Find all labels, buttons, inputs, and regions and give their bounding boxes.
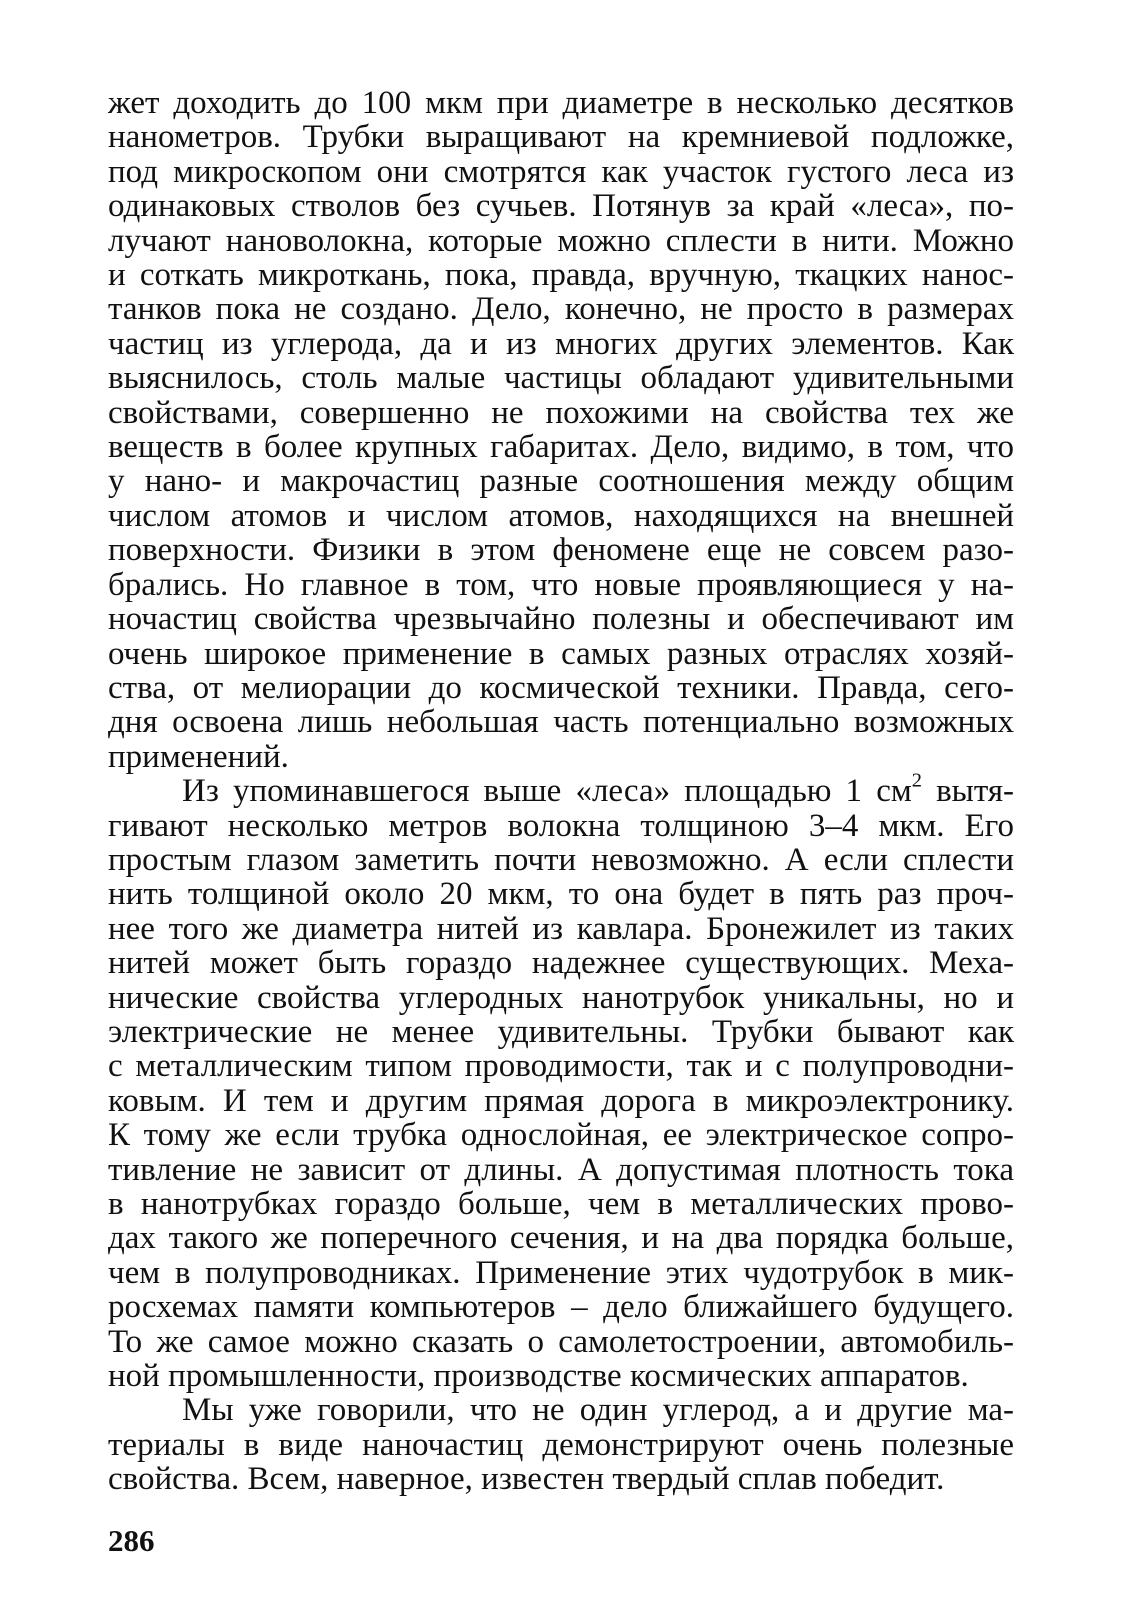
superscript: 2 [911,769,922,792]
text-line [108,843,1014,877]
text-line-content: танков пока не создано. Дело, конечно, не просто в размерах [108,291,1014,328]
text-line [108,740,1014,774]
text-line-content: выяснилось, столь малые частицы обладают удивительными [108,360,1014,397]
text-line [108,1049,1014,1083]
text-line [108,946,1014,980]
text-line [108,361,1014,395]
text-line [108,769,1014,810]
text-line-content: Из упоминавшегося выше «леса» площадью 1 см [182,773,912,810]
text-line [108,637,1014,671]
text-line [108,1256,1014,1290]
text-line-content: тивление не зависит от длины. А допустимая плотность тока [108,1151,1014,1188]
text-line-content: гивают несколько метров волокна толщиною 3–4 мкм. Его [108,807,1014,844]
paragraphs [108,86,1014,1497]
text-line [108,1153,1014,1187]
text-line-content: у нано- и макрочастиц разные соотношения между общим [108,463,1014,500]
text-line-content: электрические не менее удивительны. Трубки бывают как [108,1013,1014,1050]
text-line-content: Мы уже говорили, что не один углерод, а и другие ма- [182,1392,1014,1429]
text-line-content: и соткать микроткань, пока, правда, вручную, ткацких наноc- [108,257,1014,294]
text-line [108,464,1014,498]
text-line-content: чем в полупроводниках. Применение этих чудотрубок в мик- [108,1254,1014,1291]
text-line [108,533,1014,567]
text-line [108,877,1014,911]
text-line-content: свойства. Всем, наверное, известен твердый сплав победит. [108,1461,945,1498]
paragraph [108,86,1014,774]
page-number: 286 [108,1523,155,1558]
text-line-content: в нанотрубках гораздо больше, чем в металлических прово- [108,1186,1014,1222]
text-line [108,86,1014,120]
text-line [108,224,1014,258]
text-line [108,396,1014,430]
text-line [108,1084,1014,1118]
text-line [108,671,1014,705]
text-line [108,120,1014,154]
text-line [108,568,1014,602]
text-line-content: нанометров. Трубки выращивают на кремниевой подложке, [108,119,1014,156]
text-line [108,1462,1014,1496]
text-line-content: росхемах памяти компьютеров – дело ближайшего будущего. [108,1289,1014,1326]
text-line-content: простым глазом заметить почти невозможно. А если сплести [108,841,1014,878]
text-line-content: нические свойства углеродных нанотрубок уникальны, но и [108,979,1014,1016]
text-line-content: очень широкое применение в самых разных отраслях хозяй- [108,635,1014,672]
text-line [108,1015,1014,1049]
text-line-content: лучают нановолокна, которые можно сплести в нити. Можно [108,222,1014,259]
text-line-content: свойствами, совершенно не похожими на свойства тех же [108,394,1014,431]
page-body [108,86,1014,1497]
text-line-content: поверхности. Физики в этом феномене еще не совсем разо- [108,532,1014,569]
text-line [108,981,1014,1015]
text-line-content: нить толщиной около 20 мкм, то она будет в пять раз проч- [108,876,1014,913]
text-line [108,1393,1014,1427]
text-line-content: числом атомов и числом атомов, находящихся на внешней [108,497,1014,534]
text-line [108,499,1014,533]
paragraph [108,1393,1014,1496]
paragraph [108,769,1014,1395]
text-line-content: ковым. И тем и другим прямая дорога в микроэлектронику. [108,1082,1014,1119]
text-line [108,1290,1014,1324]
text-line [108,189,1014,223]
text-line [108,1428,1014,1462]
text-line-tail: вытя- [921,773,1014,810]
text-line-content: жет доходить до 100 мкм при диаметре в несколько десятков [108,85,1014,121]
text-line [108,1359,1014,1393]
text-line-content: нитей может быть гораздо надежнее существующих. Меха- [108,945,1014,982]
text-line [108,258,1014,292]
text-line [108,327,1014,361]
text-line [108,1221,1014,1255]
text-line-content: брались. Но главное в том, что новые проявляющиеся у на- [108,566,1014,603]
text-line [108,292,1014,326]
text-line-content: с металлическим типом проводимости, так и с полупроводни- [108,1048,1014,1085]
text-line-content: ночастиц свойства чрезвычайно полезны и обеспечивают им [108,601,1014,638]
text-line [108,1118,1014,1152]
text-line-content: дах такого же поперечного сечения, и на два порядка больше, [108,1220,1014,1257]
text-line [108,912,1014,946]
text-line-content: ства, от мелиорации до космической техники. Правда, сего- [108,669,1014,706]
text-line [108,1325,1014,1359]
text-line-content: частиц из углерода, да и из многих других элементов. Как [108,325,1014,362]
text-line-content: То же самое можно сказать о самолетостроении, автомобиль- [108,1323,1014,1360]
text-line [108,602,1014,636]
text-line-content: К тому же если трубка однослойная, ее электрическое сопро- [108,1117,1014,1154]
text-line-content: дня освоена лишь небольшая часть потенциально возможных [108,704,1014,741]
text-line [108,155,1014,189]
text-line [108,705,1014,739]
text-line-content: териалы в виде наночастиц демонстрируют очень полезные [108,1426,1014,1463]
text-line [108,1187,1014,1221]
text-line [108,430,1014,464]
text-line-content: применений. [108,738,289,775]
text-line-content: нее того же диаметра нитей из кавлара. Бронежилет из таких [108,910,1014,947]
text-line-content: одинаковых стволов без сучьев. Потянув за край «леса», по- [108,188,1014,225]
text-line [108,809,1014,843]
text-line-content: ной промышленности, производстве космических аппаратов. [108,1358,969,1395]
text-line-content: веществ в более крупных габаритах. Дело, видимо, в том, что [108,429,1014,466]
text-line-content: под микроскопом они смотрятся как участок густого леса из [108,153,1014,190]
